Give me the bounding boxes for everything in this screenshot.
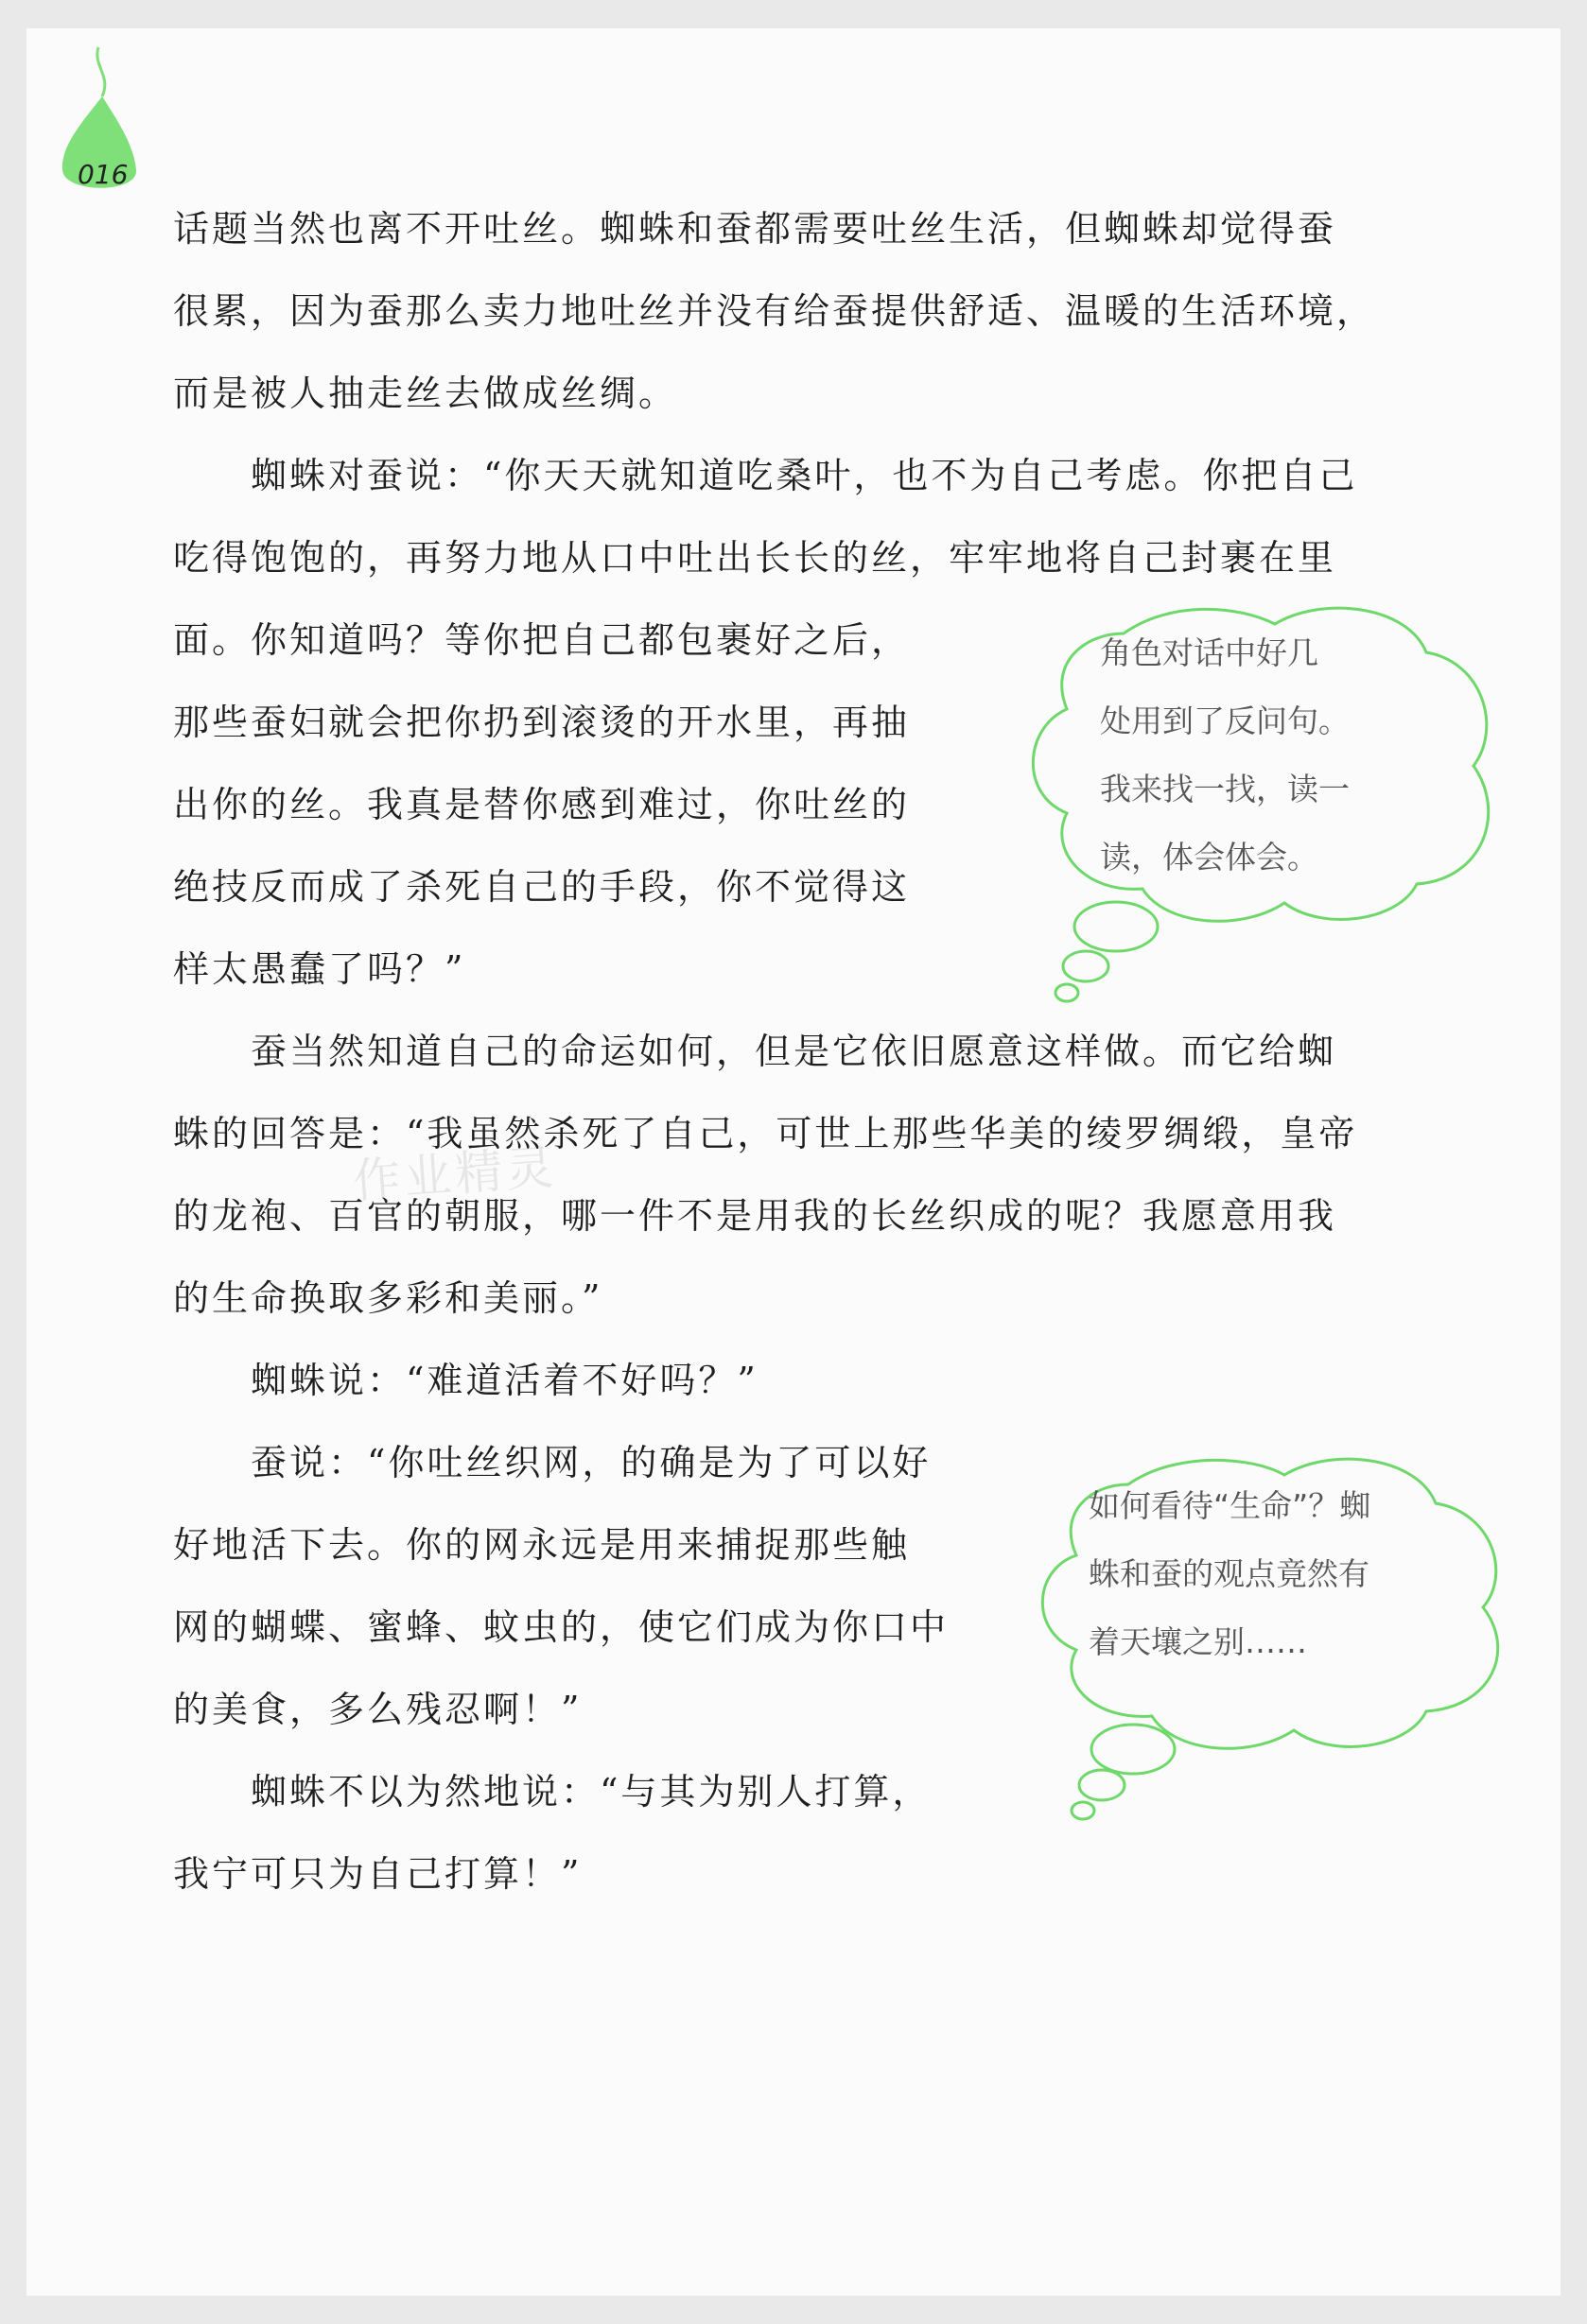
body-line: 很累，因为蚕那么卖力地吐丝并没有给蚕提供舒适、温暖的生活环境， xyxy=(173,290,1376,332)
body-line: 出你的丝。我真是替你感到难过，你吐丝的 xyxy=(173,784,911,825)
body-line: 蛛的回答是：“我虽然杀死了自己，可世上那些华美的绫罗绸缎，皇帝 xyxy=(173,1113,1358,1154)
body-line: 的龙袍、百官的朝服，哪一件不是用我的长丝织成的呢？我愿意用我 xyxy=(173,1195,1337,1237)
body-line: 而是被人抽走丝去做成丝绸。 xyxy=(173,373,678,414)
bubble-1-line-3: 我来找一找，读一 xyxy=(1100,771,1350,807)
bubble-2-line-3: 着天壤之别…… xyxy=(1089,1623,1307,1660)
book-page xyxy=(26,28,1561,2296)
body-line: 吃得饱饱的，再努力地从口中吐出长长的丝，牢牢地将自己封裹在里 xyxy=(173,537,1337,579)
bubble-2-line-1: 如何看待“生命”？蜘 xyxy=(1089,1487,1371,1524)
page-number: 016 xyxy=(78,159,129,190)
body-line: 的生命换取多彩和美丽。” xyxy=(173,1277,603,1319)
body-line: 蜘蛛不以为然地说：“与其为别人打算， xyxy=(173,1771,932,1812)
bubble-1-line-2: 处用到了反问句。 xyxy=(1100,702,1350,739)
body-line: 网的蝴蝶、蜜蜂、蚊虫的，使它们成为你口中 xyxy=(173,1606,950,1648)
body-line: 蚕说：“你吐丝织网，的确是为了可以好 xyxy=(173,1442,932,1483)
body-line: 样太愚蠢了吗？” xyxy=(173,948,466,990)
bubble-1-line-4: 读，体会体会。 xyxy=(1100,839,1318,876)
watermark: 作业精灵 xyxy=(351,1139,560,1209)
body-line: 话题当然也离不开吐丝。蜘蛛和蚕都需要吐丝生活，但蜘蛛却觉得蚕 xyxy=(173,208,1337,250)
body-line: 面。你知道吗？等你把自己都包裹好之后， xyxy=(173,619,911,661)
bubble-1-line-1: 角色对话中好几 xyxy=(1100,634,1318,671)
body-line: 蜘蛛对蚕说：“你天天就知道吃桑叶，也不为自己考虑。你把自己 xyxy=(173,455,1358,496)
bubble-2-line-2: 蛛和蚕的观点竟然有 xyxy=(1089,1555,1369,1592)
body-line: 的美食，多么残忍啊！” xyxy=(173,1689,583,1730)
body-line: 那些蚕妇就会把你扔到滚烫的开水里，再抽 xyxy=(173,702,911,743)
body-line: 绝技反而成了杀死自己的手段，你不觉得这 xyxy=(173,866,911,908)
body-line: 蜘蛛说：“难道活着不好吗？” xyxy=(173,1360,759,1401)
body-line: 我宁可只为自己打算！” xyxy=(173,1853,583,1895)
body-line: 好地活下去。你的网永远是用来捕捉那些触 xyxy=(173,1524,911,1566)
body-line: 蚕当然知道自己的命运如何，但是它依旧愿意这样做。而它给蜘 xyxy=(173,1031,1337,1072)
